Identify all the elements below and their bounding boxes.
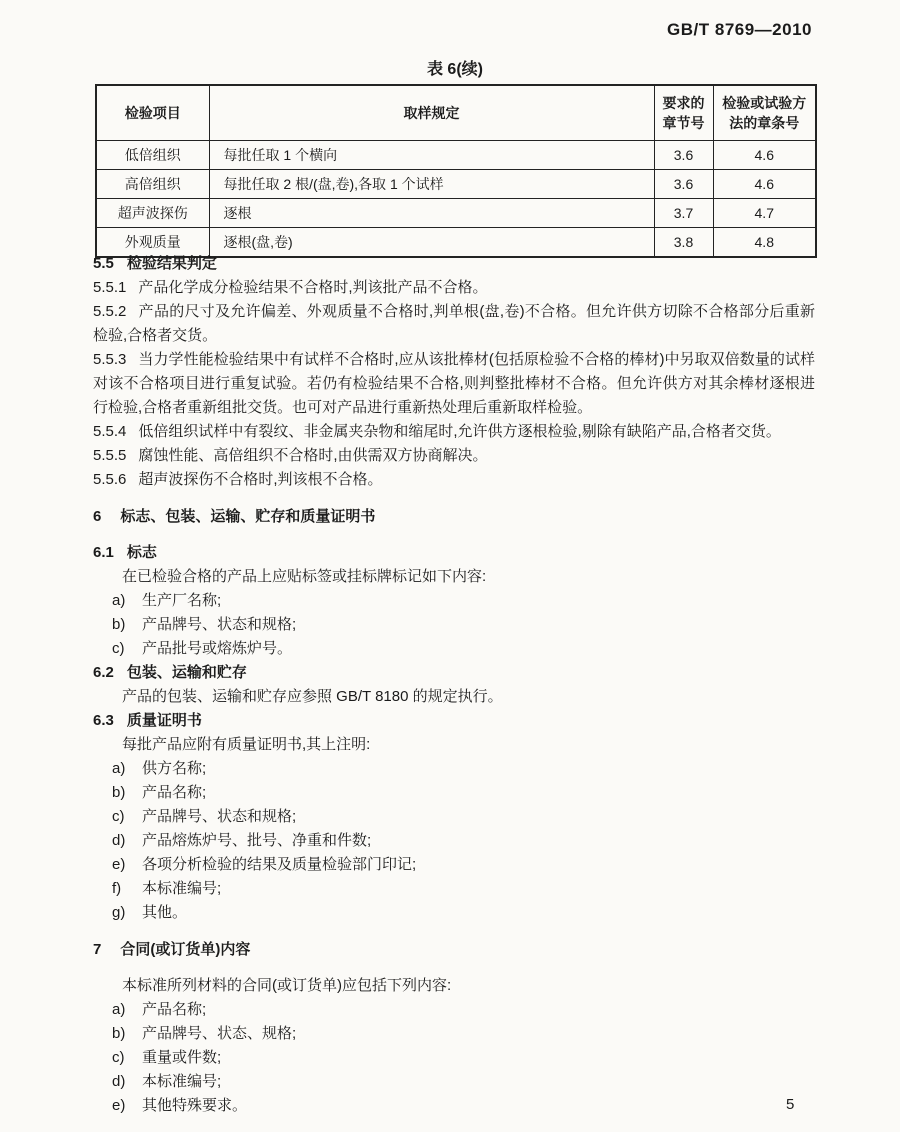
clause-number: 6.2 [93,664,114,681]
clause-number: d) [112,832,126,849]
table-row [96,170,816,199]
clause-text: 当力学性能检验结果中有试样不合格时,应从该批棒材(包括原检验不合格的棒材)中另取双倍数量的试样对该不合格项目进行重复试验。若仍有检验结果不合格,则判整批棒材不合格。但允许供方对其余棒材逐根进行检验,合格者重新组批交货。也可对产品进行重新热处理后重新取样检验。 [93,351,815,416]
clause-text: 产品批号或熔炼炉号。 [142,640,293,657]
clause-text: 各项分析检验的结果及质量检验部门印记; [142,856,417,873]
list-item [93,1022,815,1046]
clause-number: 5.5.3 [93,351,127,368]
clause-paragraph [93,468,815,492]
clause-text: 产品牌号、状态和规格; [142,808,297,825]
clause-text: 产品的包装、运输和贮存应参照 GB/T 8180 的规定执行。 [122,688,503,705]
clause-paragraph [93,348,815,420]
clause-number: 5.5.1 [93,279,127,296]
clause-number: g) [112,904,126,921]
clause-text: 产品牌号、状态、规格; [142,1025,297,1042]
clause-text: 超声波探伤不合格时,判该根不合格。 [138,471,383,488]
page-number: 5 [786,1096,795,1113]
clause-text: 其他。 [142,904,188,921]
list-item [93,589,815,613]
clause-number: 6.1 [93,544,114,561]
clause-text: 产品化学成分检验结果不合格时,判该批产品不合格。 [138,279,488,296]
clause-text: 合同(或订货单)内容 [120,941,251,958]
table-header-cell: 要求的 章节号 [654,85,713,141]
list-item [93,1070,815,1094]
list-item [93,853,815,877]
clause-paragraph [93,420,815,444]
clause-number: 5.5.6 [93,471,127,488]
clause-paragraph [93,300,815,348]
clause-heading [93,252,815,276]
table-cell: 外观质量 [96,228,209,258]
list-item [93,901,815,925]
inspection-table [95,84,817,258]
list-item [93,1094,815,1118]
clause-text: 其他特殊要求。 [142,1097,248,1114]
table-cell: 逐根(盘,卷) [209,228,654,258]
clause-number: a) [112,1001,126,1018]
clause-heading [93,709,815,733]
clause-text: 本标准所列材料的合同(或订货单)应包括下列内容: [122,977,452,994]
clause-text: 标志 [126,544,157,561]
list-item [93,781,815,805]
clause-number: 5.5.2 [93,303,127,320]
clause-number: d) [112,1073,126,1090]
clause-text: 本标准编号; [142,880,222,897]
list-item [93,1046,815,1070]
table-cell: 每批任取 2 根/(盘,卷),各取 1 个试样 [209,170,654,199]
clause-text: 生产厂名称; [142,592,222,609]
table-cell: 4.6 [713,170,816,199]
paragraph [93,565,815,589]
table-cell: 4.6 [713,141,816,170]
clause-number: a) [112,760,126,777]
clause-text: 质量证明书 [126,712,202,729]
list-item [93,829,815,853]
list-item [93,877,815,901]
chapter-heading [93,505,815,529]
clause-text: 在已检验合格的产品上应贴标签或挂标牌标记如下内容: [122,568,487,585]
clause-text: 每批产品应附有质量证明书,其上注明: [122,736,371,753]
clause-number: 6 [93,508,102,525]
list-item [93,757,815,781]
list-item [93,805,815,829]
clause-number: 7 [93,941,102,958]
chapter-heading [93,938,815,962]
paragraph [93,974,815,998]
clause-text: 重量或件数; [142,1049,222,1066]
clause-text: 产品名称; [142,784,207,801]
clause-number: b) [112,784,126,801]
clause-number: 5.5 [93,255,114,272]
paragraph [93,685,815,709]
clause-heading [93,661,815,685]
table-cell: 3.8 [654,228,713,258]
clause-text: 标志、包装、运输、贮存和质量证明书 [120,508,376,525]
clause-text: 产品的尺寸及允许偏差、外观质量不合格时,判单根(盘,卷)不合格。但允许供方切除不合格部分后重新检验,合格者交货。 [93,303,815,344]
table-row [96,141,816,170]
table-cell: 3.7 [654,199,713,228]
clause-number: 5.5.4 [93,423,127,440]
clause-number: c) [112,640,125,657]
paragraph [93,733,815,757]
clause-paragraph [93,444,815,468]
clause-text: 产品名称; [142,1001,207,1018]
clause-text: 产品牌号、状态和规格; [142,616,297,633]
clause-number: b) [112,1025,126,1042]
clause-number: f) [112,880,122,897]
clause-number: b) [112,616,126,633]
clause-heading [93,541,815,565]
table-cell: 3.6 [654,170,713,199]
table-header-cell: 取样规定 [209,85,654,141]
table-header-cell: 检验或试验方 法的章条号 [713,85,816,141]
clause-number: a) [112,592,126,609]
standard-code: GB/T 8769—2010 [667,20,812,39]
list-item [93,613,815,637]
table-cell: 4.7 [713,199,816,228]
clause-text: 包装、运输和贮存 [126,664,247,681]
table-caption: 表 6(续) [426,61,483,78]
clause-number: e) [112,1097,126,1114]
table-cell: 超声波探伤 [96,199,209,228]
table-cell: 4.8 [713,228,816,258]
table-header-row [96,85,816,141]
table-cell: 高倍组织 [96,170,209,199]
document-body [93,252,815,1118]
table-cell: 3.6 [654,141,713,170]
clause-number: 6.3 [93,712,114,729]
clause-text: 低倍组织试样中有裂纹、非金属夹杂物和缩尾时,允许供方逐根检验,剔除有缺陷产品,合格者交货。 [138,423,781,440]
clause-number: c) [112,808,125,825]
table-cell: 每批任取 1 个横向 [209,141,654,170]
list-item [93,998,815,1022]
table-row [96,199,816,228]
clause-text: 检验结果判定 [126,255,217,272]
table-cell: 低倍组织 [96,141,209,170]
list-item [93,637,815,661]
clause-paragraph [93,276,815,300]
clause-number: e) [112,856,126,873]
clause-text: 腐蚀性能、高倍组织不合格时,由供需双方协商解决。 [138,447,488,464]
clause-text: 产品熔炼炉号、批号、净重和件数; [142,832,372,849]
table-cell: 逐根 [209,199,654,228]
clause-number: 5.5.5 [93,447,127,464]
clause-text: 本标准编号; [142,1073,222,1090]
clause-text: 供方名称; [142,760,207,777]
table-header-cell: 检验项目 [96,85,209,141]
clause-number: c) [112,1049,125,1066]
